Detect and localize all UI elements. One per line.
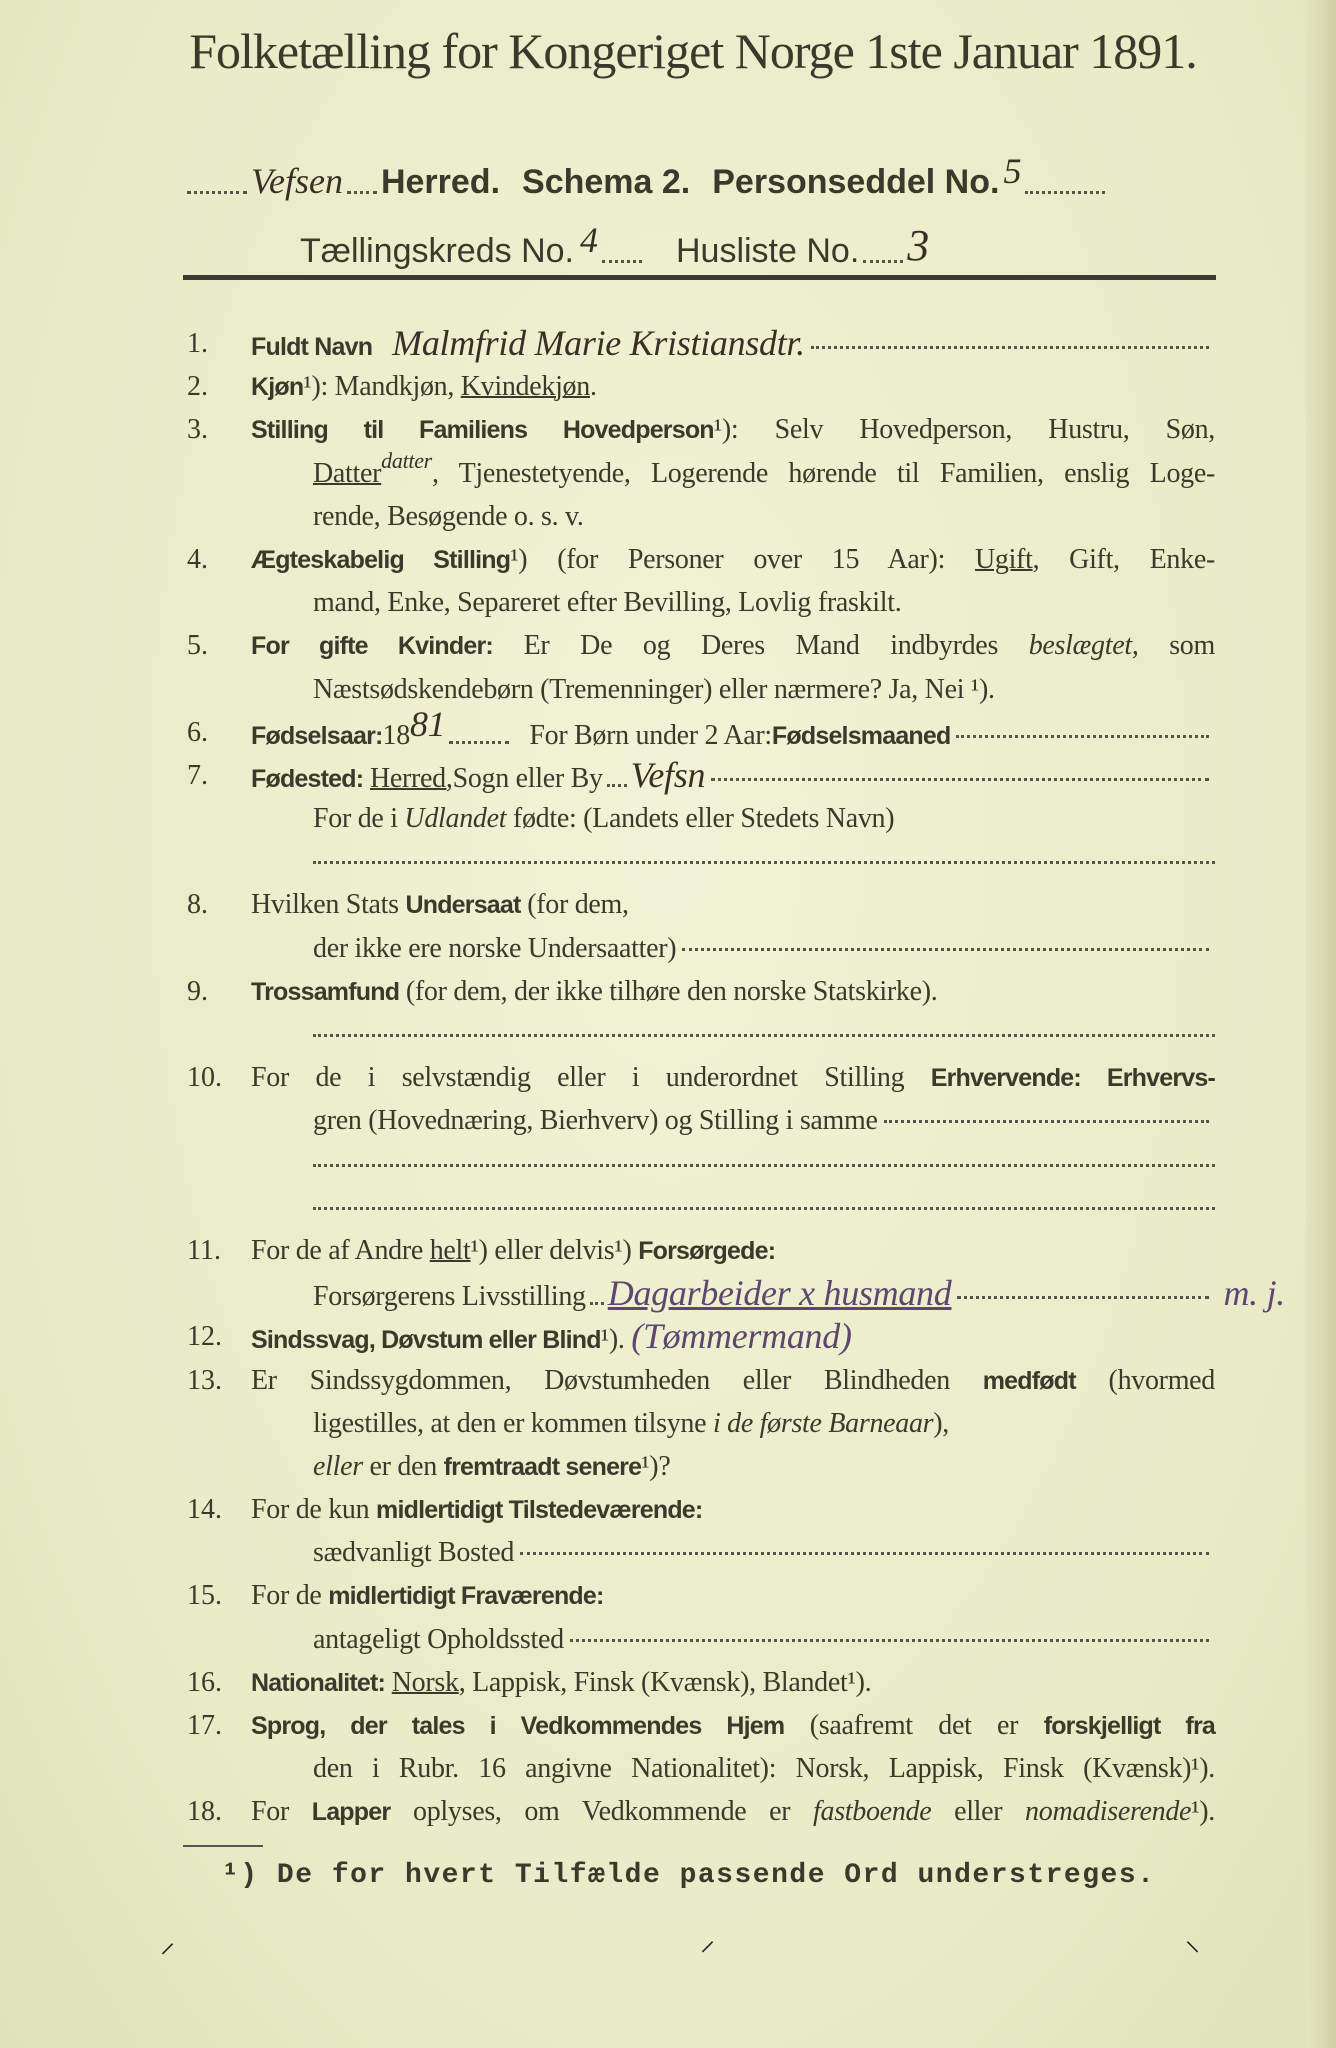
question-text: Forsørgerens Livsstilling bbox=[313, 1281, 586, 1313]
item-number: 18. bbox=[187, 1796, 222, 1828]
item-8-citizenship bbox=[187, 883, 1215, 926]
question-text: Udlandet bbox=[404, 803, 507, 835]
item-number: 13. bbox=[187, 1364, 222, 1396]
item-14-line-2 bbox=[251, 1531, 1215, 1574]
selected-option: Kvindekjøn bbox=[460, 371, 590, 403]
item-number: 1. bbox=[187, 328, 208, 359]
field-label: For gifte Kvinder: bbox=[251, 632, 493, 661]
item-17-language bbox=[187, 1704, 1215, 1747]
item-13-line-3 bbox=[251, 1445, 1215, 1488]
question-text: , som bbox=[1131, 630, 1215, 662]
item-number: 2. bbox=[187, 371, 208, 403]
item-10-line-2 bbox=[251, 1099, 1215, 1142]
item-number: 5. bbox=[187, 630, 208, 662]
item-13-line-2 bbox=[251, 1402, 1215, 1445]
blank-line bbox=[251, 1013, 1215, 1056]
option-text: Sogn eller By bbox=[452, 762, 603, 794]
blank-line bbox=[251, 840, 1215, 883]
field-label: Undersaat bbox=[405, 891, 521, 920]
field-label: Stilling til Familiens Hovedperson bbox=[251, 416, 714, 445]
item-15-temporary-absent bbox=[187, 1574, 1215, 1617]
question-text: Næstsødskendebørn (Tremenninger) eller nærmere? Ja, Nei ¹). bbox=[313, 673, 995, 705]
item-18-sami bbox=[187, 1790, 1216, 1833]
selected-option: Herred, bbox=[369, 762, 453, 794]
question-text: (hvormed bbox=[1075, 1364, 1216, 1396]
item-5-line-2 bbox=[251, 668, 1215, 711]
field-label: midlertidigt Tilstedeværende: bbox=[376, 1496, 703, 1525]
option-text: fastboende bbox=[813, 1796, 932, 1828]
full-name-value: Malmfrid Marie Kristiansdtr. bbox=[392, 323, 805, 363]
field-label: midlertidigt Fraværende: bbox=[328, 1582, 604, 1611]
option-text: rende, Besøgende o. s. v. bbox=[313, 500, 584, 532]
item-17-line-2 bbox=[251, 1747, 1215, 1790]
question-text: For de af Andre bbox=[251, 1234, 430, 1266]
field-label: Fuldt Navn bbox=[251, 333, 373, 361]
question-text: i de første Barneaar bbox=[712, 1407, 934, 1439]
field-label: Sprog, der tales i Vedkommendes Hjem bbox=[251, 1712, 785, 1740]
question-text: Er De og Deres Mand indbyrdes bbox=[492, 630, 1029, 662]
form-title: Folketælling for Kongeriget Norge 1ste Januar 1891. bbox=[189, 23, 1197, 79]
item-3-line-2 bbox=[251, 447, 1215, 495]
margin-note: m. j. bbox=[1223, 1273, 1285, 1314]
question-text: sædvanligt Bosted bbox=[313, 1537, 515, 1569]
question-text: For de kun bbox=[251, 1494, 377, 1526]
item-13-congenital bbox=[187, 1359, 1216, 1402]
question-text: eller bbox=[313, 1450, 363, 1482]
blank-line bbox=[251, 1186, 1215, 1229]
item-4-marital-status bbox=[187, 538, 1215, 581]
personseddel-value: 5 bbox=[1003, 151, 1022, 191]
question-text: ligestilles, at den er kommen tilsyne bbox=[313, 1407, 713, 1439]
option-text: nomadiserende bbox=[1025, 1796, 1192, 1828]
item-number: 17. bbox=[187, 1710, 222, 1741]
item-number: 9. bbox=[187, 975, 208, 1007]
paper-edge bbox=[1306, 0, 1336, 2048]
item-16-nationality bbox=[187, 1661, 1215, 1704]
item-15-line-2 bbox=[251, 1618, 1215, 1661]
handwritten-annotation: datter bbox=[381, 447, 432, 473]
footnote-rule bbox=[183, 1845, 263, 1847]
question-text: (for dem, bbox=[520, 889, 629, 921]
supporter-occupation-value: Dagarbeider x husmand bbox=[607, 1273, 952, 1314]
item-14-temporary-present bbox=[187, 1488, 1215, 1531]
item-8-line-2 bbox=[251, 927, 1215, 970]
question-text: ¹) eller delvis¹) bbox=[470, 1234, 639, 1266]
field-label: medfødt bbox=[982, 1366, 1076, 1395]
field-label: Kjøn bbox=[251, 373, 304, 402]
item-number: 16. bbox=[187, 1666, 222, 1698]
birthplace-value: Vefsn bbox=[630, 754, 706, 795]
question-text: Er Sindssygdommen, Døvstumheden eller Blindheden bbox=[251, 1364, 983, 1396]
punch-mark-icon: ⸜ bbox=[1185, 1924, 1200, 1957]
field-label: Lapper bbox=[311, 1798, 391, 1827]
form-items bbox=[187, 322, 1285, 1834]
punctuation: . bbox=[589, 371, 597, 403]
item-11-line-2 bbox=[251, 1272, 1285, 1315]
blank-line bbox=[251, 1143, 1215, 1186]
question-text: er den bbox=[362, 1450, 444, 1482]
birth-year-value: 81 bbox=[409, 703, 446, 744]
field-label: Forsørgede: bbox=[638, 1236, 776, 1265]
item-12-disability bbox=[187, 1315, 1215, 1358]
option-text: ¹): Mandkjøn, bbox=[303, 371, 461, 403]
punctuation: ¹). bbox=[600, 1324, 625, 1356]
field-label: Sindssvag, Døvstum eller Blind bbox=[251, 1326, 601, 1355]
selected-option: helt bbox=[429, 1234, 471, 1266]
kreds-value: 4 bbox=[579, 220, 598, 260]
herred-value: Vefsen bbox=[251, 161, 343, 201]
question-text: beslægtet bbox=[1028, 630, 1132, 662]
item-5-married-women bbox=[187, 624, 1215, 667]
option-text: ¹) (for Personer over 15 Aar): bbox=[510, 543, 975, 575]
field-label: Ægteskabelig Stilling bbox=[251, 545, 511, 574]
question-text: Hvilken Stats bbox=[251, 889, 406, 921]
question-text: (saafremt det er bbox=[784, 1710, 1044, 1741]
option-text: , Tjenestetyende, Logerende hørende til Familien, enslig Loge- bbox=[431, 457, 1215, 489]
schema-label: Schema 2. bbox=[522, 163, 691, 201]
option-text: ¹): Selv Hovedperson, Hustru, Søn, bbox=[713, 414, 1215, 446]
selected-option: Ugift bbox=[974, 543, 1033, 575]
item-2-sex bbox=[187, 365, 1215, 408]
item-10-occupation bbox=[187, 1056, 1215, 1099]
item-number: 10. bbox=[187, 1062, 222, 1094]
question-text: fødte: (Landets eller Stedets Navn) bbox=[506, 803, 895, 835]
field-label: Trossamfund bbox=[251, 977, 400, 1006]
item-1-full-name bbox=[187, 322, 1215, 365]
question-text: eller bbox=[931, 1796, 1026, 1828]
question-text: gren (Hovednæring, Bierhverv) og Stilling i samme bbox=[313, 1105, 878, 1137]
item-number: 4. bbox=[187, 543, 208, 575]
question-text: For de bbox=[251, 1580, 329, 1612]
field-label: Fødested: bbox=[251, 764, 364, 793]
option-text: mand, Enke, Separeret efter Bevilling, Lovlig fraskilt. bbox=[313, 587, 902, 619]
item-number: 6. bbox=[187, 716, 208, 748]
field-label: Fødselsmaaned bbox=[771, 721, 951, 750]
field-label: Fødselsaar: bbox=[251, 721, 383, 750]
header-rule bbox=[183, 275, 1216, 280]
question-text: For bbox=[251, 1796, 312, 1828]
item-number: 15. bbox=[187, 1580, 222, 1612]
question-text: For de i bbox=[313, 803, 405, 835]
item-7-birthplace bbox=[187, 754, 1215, 797]
option-text: , Gift, Enke- bbox=[1032, 543, 1215, 575]
selected-option: Datter bbox=[313, 457, 382, 489]
question-text: For Børn under 2 Aar: bbox=[529, 719, 772, 751]
question-text: (for dem, der ikke tilhøre den norske Statskirke). bbox=[399, 975, 938, 1007]
field-label: forskjelligt fra bbox=[1043, 1712, 1215, 1740]
punctuation: ¹). bbox=[1191, 1796, 1216, 1828]
field-label: fremtraadt senere bbox=[443, 1452, 642, 1481]
kreds-label: Tællingskreds No. bbox=[300, 232, 574, 270]
question-text: ), bbox=[933, 1407, 950, 1439]
herred-label: Herred. bbox=[380, 163, 501, 201]
question-text: antageligt Opholdssted bbox=[313, 1623, 564, 1655]
disability-value: (Tømmermand) bbox=[631, 1316, 852, 1357]
item-11-supported bbox=[187, 1229, 1215, 1272]
husliste-label: Husliste No. bbox=[675, 232, 860, 270]
question-text: ¹)? bbox=[641, 1450, 671, 1482]
field-label: Erhvervende: Erhvervs- bbox=[930, 1064, 1215, 1093]
item-number: 12. bbox=[187, 1321, 222, 1353]
item-number: 11. bbox=[187, 1234, 221, 1266]
item-number: 3. bbox=[187, 414, 208, 446]
question-text: For de i selvstændig eller i underordnet Stilling bbox=[251, 1062, 931, 1094]
personseddel-label: Personseddel No. bbox=[712, 163, 1000, 201]
question-text: der ikke ere norske Undersaatter) bbox=[313, 932, 677, 964]
selected-option: Norsk bbox=[391, 1666, 459, 1698]
punch-mark-icon: ⸝ bbox=[160, 1926, 175, 1959]
item-4-line-2 bbox=[251, 581, 1215, 624]
item-number: 7. bbox=[187, 759, 208, 791]
header-line-kreds bbox=[300, 220, 929, 271]
punch-mark-icon: ⸝ bbox=[700, 1924, 715, 1957]
item-9-religion bbox=[187, 970, 1215, 1013]
header-line-herred bbox=[183, 151, 1109, 202]
option-text: , Lappisk, Finsk (Kvænsk), Blandet¹). bbox=[458, 1666, 872, 1698]
footnote: ¹) De for hvert Tilfælde passende Ord understreges. bbox=[222, 1860, 1156, 1891]
item-number: 8. bbox=[187, 889, 208, 921]
item-6-birth-year bbox=[187, 703, 1215, 754]
field-label: Nationalitet: bbox=[251, 1668, 386, 1697]
husliste-value: 3 bbox=[907, 221, 930, 270]
year-prefix: 18 bbox=[382, 719, 410, 751]
item-3-family-position bbox=[187, 408, 1215, 451]
item-number: 14. bbox=[187, 1494, 222, 1526]
item-3-line-3 bbox=[251, 495, 1215, 538]
item-7-line-2 bbox=[251, 797, 1215, 840]
option-text: den i Rubr. 16 angivne Nationalitet): Norsk, Lappisk, Finsk (Kvænsk)¹). bbox=[313, 1753, 1215, 1785]
question-text: oplyses, om Vedkommende er bbox=[390, 1796, 814, 1828]
